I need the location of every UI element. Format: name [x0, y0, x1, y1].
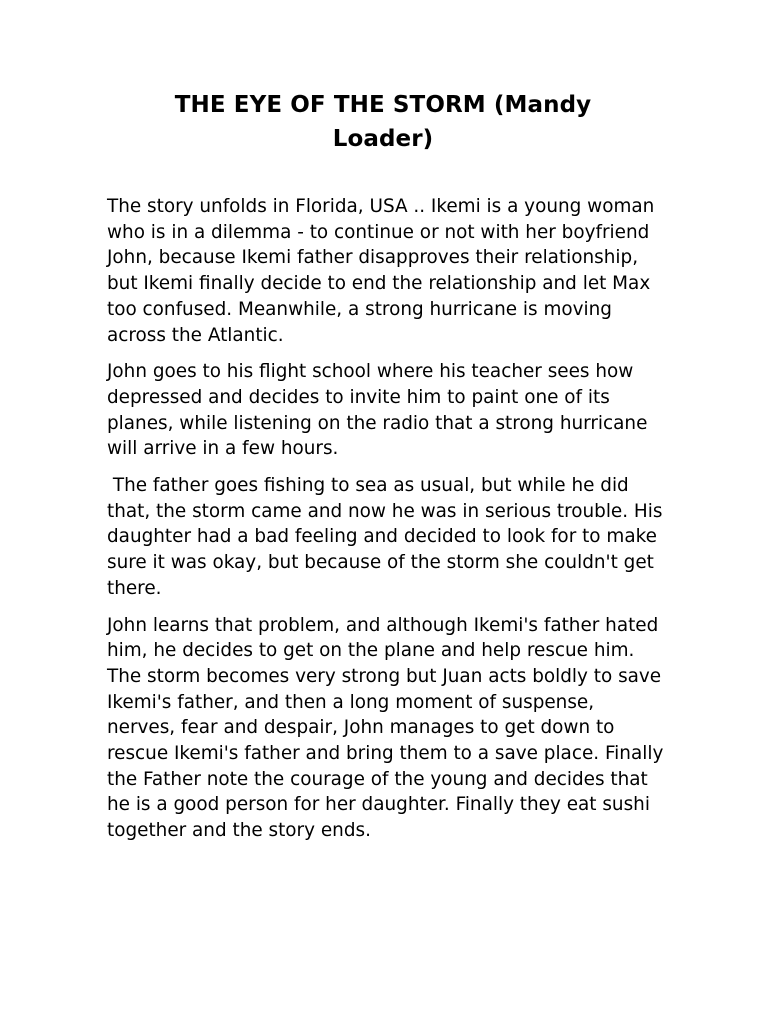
document-body: [107, 194, 670, 855]
document-title: THE EYE OF THE STORM (Mandy Loader): [174, 92, 592, 152]
paragraph-2: John goes to his flight school where his teacher sees how depressed and decides to invite him to paint one of its planes, while listening on the radio that a strong hurricane will arrive in a few hours.: [107, 361, 654, 460]
paragraph-1: The story unfolds in Florida, USA .. Ikemi is a young woman who is in a dilemma - to continue or not with her boyfriend John, because Ikemi father disapproves their relationship, but Ikemi finally decide to end the relationship and let Max too confused. Meanwhile, a strong hurricane is moving across the Atlantic.: [107, 196, 661, 346]
paragraph-4: John learns that problem, and although Ikemi's father hated him, he decides to get on the plane and help rescue him. The storm becomes very strong but Juan acts boldly to save Ikemi's father, and then a long moment of suspense, nerves, fear and despair, John manages to get down to rescue Ikemi's father and bring them to a save place. Finally the Father note the courage of the young and decides that he is a good person for her daughter. Finally they eat sushi together and the story ends.: [107, 614, 670, 842]
paragraph-3: The father goes fishing to sea as usual, but while he did that, the storm came and now he was in serious trouble. His daughter had a bad feeling and decided to look for to make sure it was okay, but because of the storm she couldn't get there.: [107, 475, 669, 599]
